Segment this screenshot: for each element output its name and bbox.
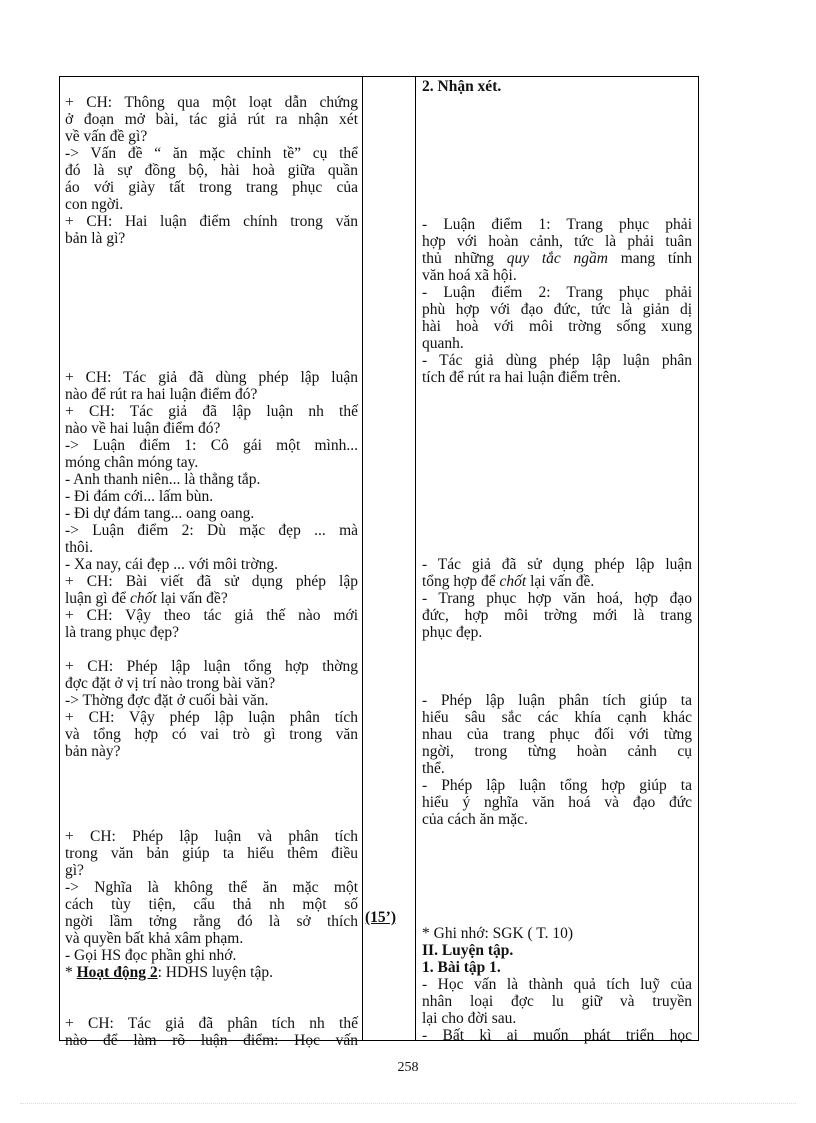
right-line: - Phép lập luận phân tích giúp ta xyxy=(422,692,692,709)
right-line-italic: chốt xyxy=(499,573,527,590)
left-line: -> Thờng đợc đặt ở cuối bài văn. xyxy=(65,692,269,709)
right-line: của cách ăn mặc. xyxy=(422,811,528,828)
left-line: -> Luận điểm 2: Dù mặc đẹp ... mà xyxy=(65,522,358,539)
time-column xyxy=(363,77,415,1040)
left-line: - Anh thanh niên... là thẳng tắp. xyxy=(65,471,261,488)
left-line: - Đi đám cới... lấm bùn. xyxy=(65,488,214,505)
left-line: đợc đặt ở vị trí nào trong bài văn? xyxy=(65,675,276,692)
activities-column xyxy=(65,77,358,1049)
right-line-part: lại vấn đề. xyxy=(530,573,595,590)
column-divider-right xyxy=(415,77,416,1040)
right-line: hài hoà với môi trờng sống xung xyxy=(422,318,692,335)
right-line: - Trang phục hợp văn hoá, hợp đạo xyxy=(422,590,692,607)
left-line: -> Vấn đề “ ăn mặc chỉnh tề” cụ thể xyxy=(65,145,358,162)
left-line: con ngời. xyxy=(65,196,124,213)
right-line: hợp với hoàn cảnh, tức là phải tuân xyxy=(422,233,692,250)
time-label: (15’) xyxy=(365,909,396,926)
right-line: văn hoá xã hội. xyxy=(422,267,517,284)
right-line: lại cho đời sau. xyxy=(422,1010,517,1027)
page-number: 258 xyxy=(397,1060,419,1075)
left-line: + CH: Tác giả đã phân tích nh thế xyxy=(65,1015,358,1032)
right-line xyxy=(422,251,692,267)
right-line: phục đẹp. xyxy=(422,624,483,641)
left-line-part: luận gì để xyxy=(65,590,127,607)
right-line: ngời, trong từng hoàn cảnh cụ xyxy=(422,743,692,760)
left-line: đó là sự đồng bộ, hài hoà giữa quần xyxy=(65,162,358,179)
left-line: + CH: Phép lập luận tổng hợp thờng xyxy=(65,658,358,675)
left-line-part: lại vấn đề? xyxy=(160,590,228,607)
left-line: + CH: Vậy phép lập luận phân tích xyxy=(65,709,358,726)
section-heading: 2. Nhận xét. xyxy=(422,78,502,95)
left-line: - Xa nay, cái đẹp ... với môi trờng. xyxy=(65,556,278,573)
left-line: bản này? xyxy=(65,743,121,760)
footer-dotted-rule xyxy=(20,1103,796,1104)
right-line: - Luận điểm 2: Trang phục phải xyxy=(422,284,692,301)
left-line: - Gọi HS đọc phần ghi nhớ. xyxy=(65,947,237,964)
right-line-part: thủ những xyxy=(422,250,494,267)
section-heading: II. Luyện tập. xyxy=(422,942,514,959)
left-line-cut: nào để làm rõ luận điểm: Học vấn xyxy=(65,1032,358,1049)
left-line xyxy=(65,591,228,607)
right-line-part: tổng hợp để xyxy=(422,573,496,590)
left-line-italic: chốt xyxy=(130,590,157,607)
left-line: -> Luận điểm 1: Cô gái một mình... xyxy=(65,437,358,454)
right-line: - Tác giả dùng phép lập luận phân xyxy=(422,352,692,369)
left-line: ngời lầm tởng rằng đó là sở thích xyxy=(65,913,358,930)
left-line: -> Nghĩa là không thể ăn mặc một xyxy=(65,879,358,896)
right-line-part: mang tính xyxy=(620,250,692,267)
left-line: - Đi dự đám tang... oang oang. xyxy=(65,505,255,522)
right-line: hiểu sâu sắc các khía cạnh khác xyxy=(422,709,692,726)
left-line: thôi. xyxy=(65,539,93,556)
right-line: phù hợp với đạo đức, tức là giản dị xyxy=(422,301,692,318)
left-line: + CH: Phép lập luận và phân tích xyxy=(65,828,358,845)
exercise-heading: 1. Bài tập 1. xyxy=(422,959,501,976)
left-line: nào về hai luận điểm đó? xyxy=(65,420,221,437)
left-line: nào để rút ra hai luận điểm đó? xyxy=(65,386,258,403)
right-line: tích để rút ra hai luận điểm trên. xyxy=(422,369,621,386)
left-line: cách tùy tiện, cẩu thả nh một số xyxy=(65,896,358,913)
right-line: - Học vấn là thành quả tích luỹ của xyxy=(422,976,692,993)
left-line: + CH: Thông qua một loạt dẫn chứng xyxy=(65,94,358,111)
left-line: + CH: Tác giả đã lập luận nh thế xyxy=(65,403,358,420)
right-line xyxy=(422,574,594,590)
left-line-part: * xyxy=(65,964,77,981)
right-line: quanh. xyxy=(422,335,464,352)
left-line xyxy=(65,965,273,981)
activity-2-heading: Hoạt động 2 xyxy=(76,964,158,981)
right-line: - Tác giả đã sử dụng phép lập luận xyxy=(422,556,692,573)
left-line: + CH: Bài viết đã sử dụng phép lập xyxy=(65,573,358,590)
left-line: và tổng hợp có vai trò gì trong văn xyxy=(65,726,358,743)
left-line: ở đoạn mở bài, tác giả rút ra nhận xét xyxy=(65,111,358,128)
right-line: thể. xyxy=(422,760,445,777)
right-line: - Luận điểm 1: Trang phục phải xyxy=(422,216,692,233)
note-line: * Ghi nhớ: SGK ( T. 10) xyxy=(422,925,573,942)
lesson-table xyxy=(59,76,699,1049)
left-line: về vấn đề gì? xyxy=(65,128,148,145)
right-line: hiểu ý nghĩa văn hoá và đạo đức xyxy=(422,794,692,811)
left-line: gì? xyxy=(65,862,84,879)
left-line: trong văn bản giúp ta hiểu thêm điều xyxy=(65,845,358,862)
left-line: bản là gì? xyxy=(65,230,126,247)
right-line-italic: quy tắc ngầm xyxy=(506,250,608,267)
left-line: móng chân móng tay. xyxy=(65,454,199,471)
left-line: + CH: Vậy theo tác giả thế nào mới xyxy=(65,607,358,624)
right-line: nhau của trang phục đối với từng xyxy=(422,726,692,743)
left-line: và quyền bất khả xâm phạm. xyxy=(65,930,244,947)
left-line: áo với giày tất trong trang phục của xyxy=(65,179,358,196)
left-line: + CH: Hai luận điểm chính trong văn xyxy=(65,213,358,230)
right-line: - Bất kì ai muốn phát triển học xyxy=(422,1027,692,1044)
right-line: nhân loại đợc lu giữ và truyền xyxy=(422,993,692,1010)
right-line: đức, hợp môi trờng mới là trang xyxy=(422,607,692,624)
left-line: là trang phục đẹp? xyxy=(65,624,180,641)
left-line-part: : HDHS luyện tập. xyxy=(157,964,273,981)
right-line: - Phép lập luận tổng hợp giúp ta xyxy=(422,777,692,794)
content-column xyxy=(422,77,692,1044)
left-line: + CH: Tác giả đã dùng phép lập luận xyxy=(65,369,358,386)
